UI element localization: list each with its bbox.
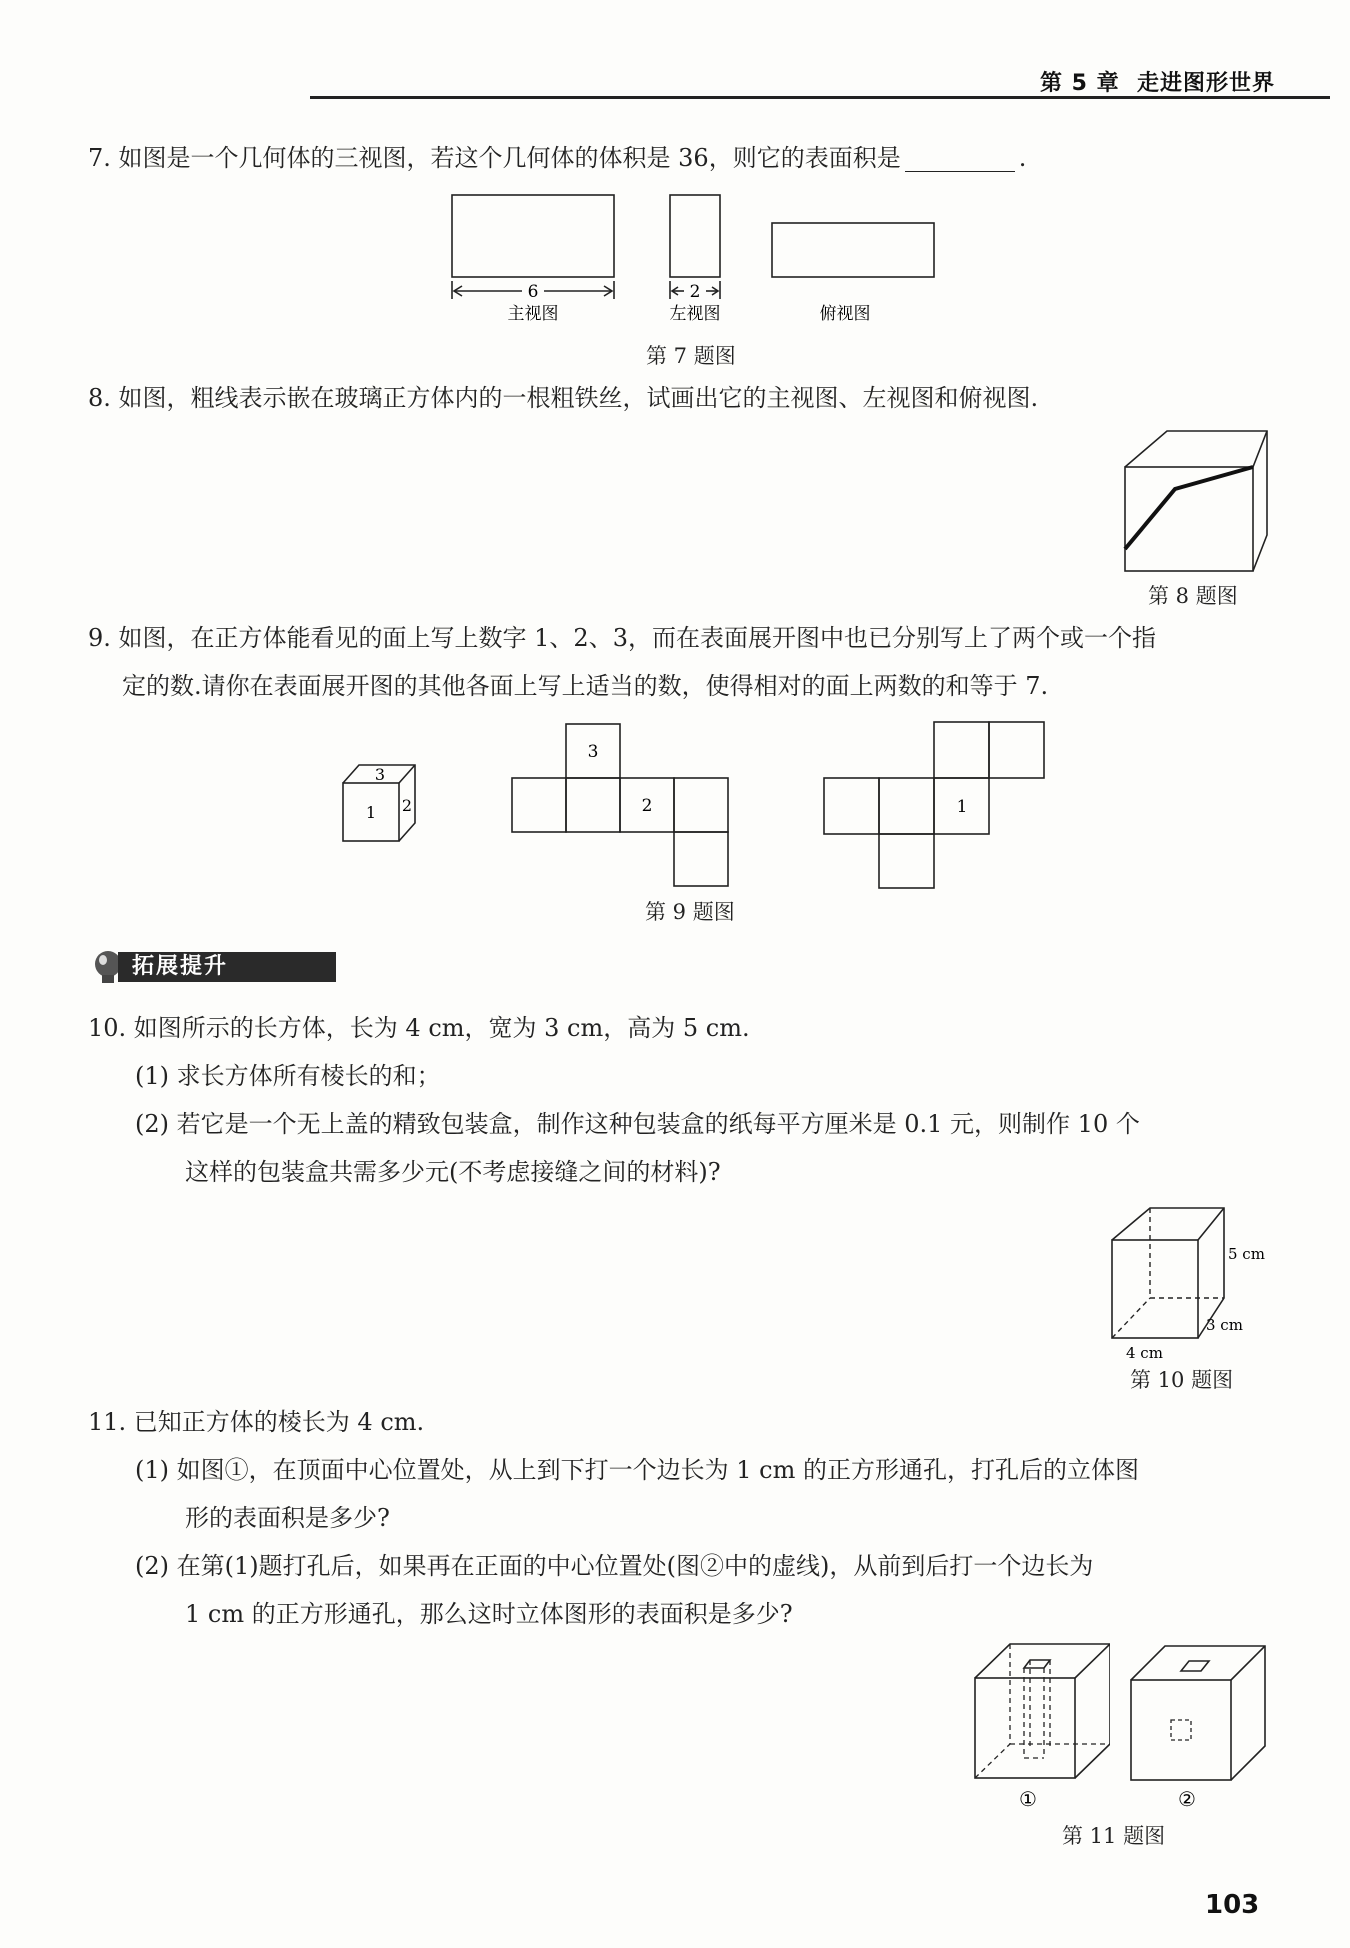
question-11-part-1-line-2: 形的表面积是多少? — [185, 1504, 390, 1532]
question-10-part-1: (1) 求长方体所有棱长的和； — [135, 1062, 441, 1090]
question-11: 11. 已知正方体的棱长为 4 cm. — [88, 1408, 425, 1436]
front-view-label: 主视图 — [507, 304, 559, 324]
figure-11-cube-1 — [970, 1640, 1110, 1810]
figure-9-net-2 — [822, 718, 1047, 890]
question-7 — [88, 144, 1026, 172]
net-2-number-a: 1 — [956, 797, 968, 817]
length-label: 4 cm — [1126, 1344, 1163, 1360]
question-10: 10. 如图所示的长方体，长为 4 cm，宽为 3 cm，高为 5 cm. — [88, 1014, 750, 1042]
question-11-part-2-line-1: (2) 在第(1)题打孔后，如果再在正面的中心位置处(图②中的虚线)，从前到后打一个边长为 — [135, 1552, 1094, 1580]
net-1-number-a: 3 — [587, 742, 599, 762]
front-view-rect — [452, 195, 614, 277]
question-7-text: 7. 如图是一个几何体的三视图，若这个几何体的体积是 36，则它的表面积是 — [88, 144, 901, 172]
figure-9-cube — [335, 755, 425, 850]
front-hole-dashed — [1171, 1720, 1191, 1740]
question-11-part-2-line-2: 1 cm 的正方形通孔，那么这时立体图形的表面积是多少? — [185, 1600, 793, 1628]
figure-11-label-1: ① — [1019, 1787, 1037, 1810]
figure-11-label-2: ② — [1178, 1787, 1196, 1810]
figure-9-caption: 第 9 题图 — [645, 900, 735, 924]
cube-right-number: 2 — [401, 796, 413, 815]
top-hole — [1024, 1660, 1050, 1668]
header-rule — [310, 96, 1330, 99]
figure-8-cube-with-wire — [1115, 425, 1275, 575]
top-view-label: 俯视图 — [819, 304, 871, 324]
front-dimension-label: 6 — [527, 282, 539, 302]
figure-7-caption: 第 7 题图 — [646, 344, 736, 368]
figure-11-cube-2 — [1125, 1640, 1270, 1810]
cube-top-number: 3 — [374, 765, 386, 784]
question-9-line-2: 定的数.请你在表面展开图的其他各面上写上适当的数，使得相对的面上两数的和等于 7. — [122, 672, 1049, 700]
side-view-rect — [670, 195, 720, 277]
question-10-part-2-line-1: (2) 若它是一个无上盖的精致包装盒，制作这种包装盒的纸每平方厘米是 0.1 元，则制作 10 个 — [135, 1110, 1140, 1138]
question-7-end: . — [1018, 144, 1027, 172]
figure-10-cuboid — [1100, 1200, 1280, 1360]
question-8: 8. 如图，粗线表示嵌在玻璃正方体内的一根粗铁丝，试画出它的主视图、左视图和俯视图. — [88, 384, 1039, 412]
net-1-number-b: 2 — [641, 796, 653, 816]
chapter-title: 走进图形世界 — [1136, 71, 1275, 96]
chapter-heading — [1040, 66, 1275, 97]
question-10-part-2-line-2: 这样的包装盒共需多少元(不考虑接缝之间的材料)? — [185, 1158, 721, 1186]
page-number: 103 — [1205, 1890, 1260, 1920]
wire-thick-line — [1125, 467, 1253, 549]
page-header — [0, 0, 1350, 110]
figure-9-net-1 — [510, 722, 735, 890]
side-dimension-label: 2 — [689, 282, 701, 302]
top-hole — [1181, 1661, 1209, 1671]
height-label: 5 cm — [1228, 1245, 1265, 1263]
top-view-rect — [772, 223, 934, 277]
question-9-line-1: 9. 如图，在正方体能看见的面上写上数字 1、2、3，而在表面展开图中也已分别写上了两个或一个指 — [88, 624, 1156, 652]
cube-front-number: 1 — [365, 803, 377, 822]
side-view-label: 左视图 — [669, 304, 721, 324]
question-11-part-1-line-1: (1) 如图①，在顶面中心位置处，从上到下打一个边长为 1 cm 的正方形通孔，打孔后的立体图 — [135, 1456, 1139, 1484]
chapter-number: 第 5 章 — [1040, 71, 1120, 96]
figure-11-caption: 第 11 题图 — [1062, 1824, 1166, 1848]
section-title: 拓展提升 — [118, 952, 336, 982]
width-label: 3 cm — [1206, 1316, 1243, 1334]
figure-8-caption: 第 8 题图 — [1148, 584, 1238, 608]
figure-10-caption: 第 10 题图 — [1130, 1368, 1234, 1392]
answer-blank — [905, 149, 1015, 172]
figure-7-three-views — [440, 185, 960, 335]
